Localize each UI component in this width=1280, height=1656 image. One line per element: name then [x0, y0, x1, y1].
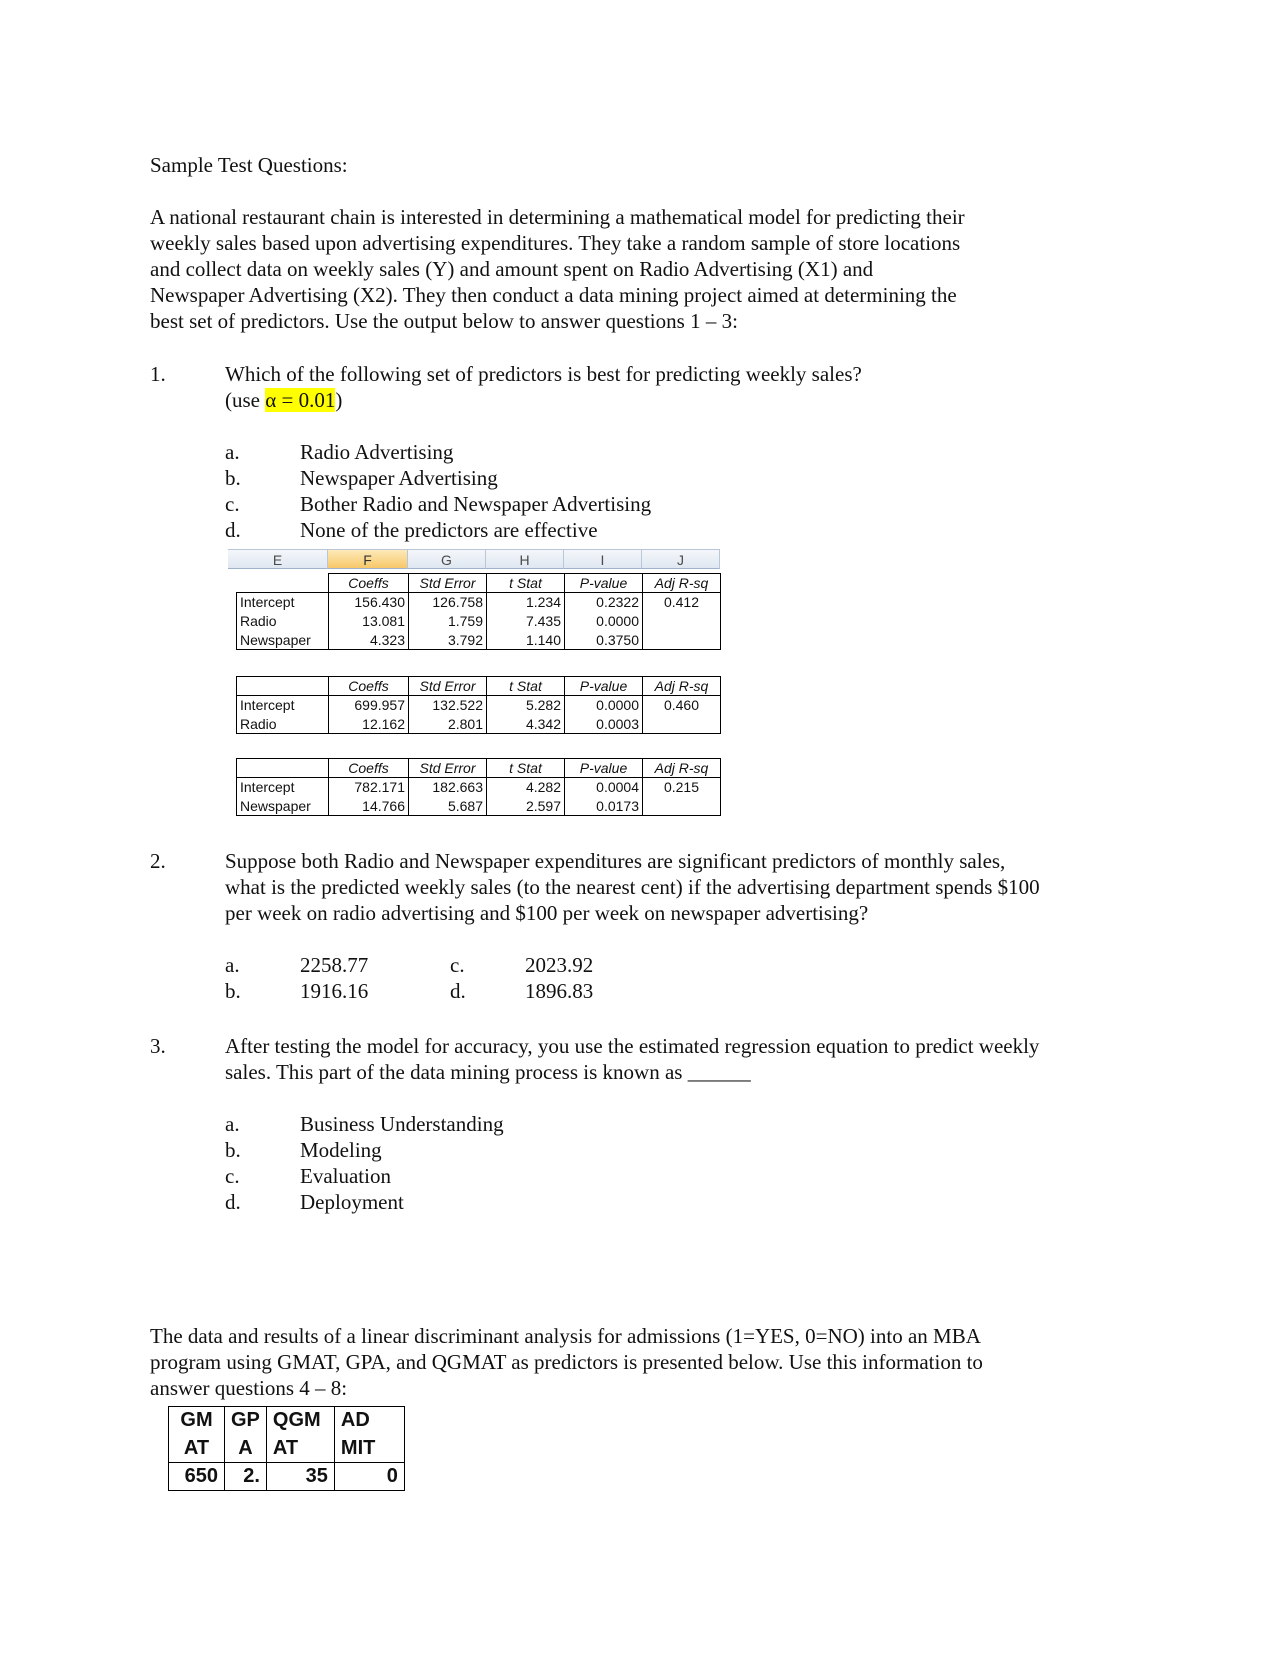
header-cell: AT	[169, 1435, 225, 1463]
cell: 4.342	[487, 715, 565, 734]
header-cell: Coeffs	[329, 677, 409, 696]
header-cell: P-value	[565, 574, 643, 593]
intro-line: weekly sales based upon advertising expenditures. They take a random sample of store locations	[150, 231, 961, 255]
header-cell: P-value	[565, 759, 643, 778]
regression-table-full	[236, 573, 721, 650]
cell: 2.	[225, 1463, 267, 1491]
table-row	[237, 696, 721, 715]
cell: 650	[169, 1463, 225, 1491]
table-header-row	[169, 1435, 405, 1463]
cell: 5.282	[487, 696, 565, 715]
table-row	[237, 778, 721, 797]
table-header-row	[237, 759, 721, 778]
lda-intro-line: The data and results of a linear discriminant analysis for admissions (1=YES, 0=NO) into an MBA	[150, 1324, 981, 1348]
header-cell	[237, 574, 329, 593]
header-cell: AT	[266, 1435, 334, 1463]
table-header-row	[237, 574, 721, 593]
intro-line: and collect data on weekly sales (Y) and amount spent on Radio Advertising (X1) and	[150, 257, 874, 281]
option-text: 1896.83	[525, 979, 594, 1003]
table-row	[237, 715, 721, 734]
question-3-text: sales. This part of the data mining process is known as ______	[225, 1060, 751, 1084]
cell: 126.758	[409, 593, 487, 612]
cell: 35	[266, 1463, 334, 1491]
question-3-text: After testing the model for accuracy, you use the estimated regression equation to predict weekly	[225, 1034, 1040, 1058]
cell: Newspaper	[237, 631, 329, 650]
table-row	[169, 1463, 405, 1491]
cell: 782.171	[329, 778, 409, 797]
cell	[643, 631, 721, 650]
option-letter: a.	[225, 953, 240, 977]
option-text: Newspaper Advertising	[300, 466, 498, 490]
cell: 1.140	[487, 631, 565, 650]
alpha-prefix: (use	[225, 388, 266, 412]
header-cell: MIT	[334, 1435, 404, 1463]
cell: 3.792	[409, 631, 487, 650]
option-letter: c.	[225, 492, 240, 516]
cell: 13.081	[329, 612, 409, 631]
option-letter: d.	[450, 979, 466, 1003]
header-cell: P-value	[565, 677, 643, 696]
option-text: Evaluation	[300, 1164, 391, 1188]
column-header-e: E	[228, 549, 328, 569]
option-text: 1916.16	[300, 979, 369, 1003]
lda-intro-line: program using GMAT, GPA, and QGMAT as predictors is presented below. Use this information to	[150, 1350, 983, 1374]
intro-line: Newspaper Advertising (X2). They then conduct a data mining project aimed at determining the	[150, 283, 957, 307]
table-row	[237, 593, 721, 612]
cell: 0.215	[643, 778, 721, 797]
question-number: 2.	[150, 849, 166, 873]
option-text: Bother Radio and Newspaper Advertising	[300, 492, 652, 516]
option-letter: a.	[225, 1112, 240, 1136]
column-header-h: H	[486, 549, 564, 569]
header-cell: Coeffs	[329, 759, 409, 778]
cell: 0.0173	[565, 797, 643, 816]
intro-line: best set of predictors. Use the output below to answer questions 1 – 3:	[150, 309, 738, 333]
cell: 5.687	[409, 797, 487, 816]
cell: Intercept	[237, 696, 329, 715]
column-header-j: J	[642, 549, 720, 569]
cell: 156.430	[329, 593, 409, 612]
lda-intro-line: answer questions 4 – 8:	[150, 1376, 348, 1400]
cell: 4.323	[329, 631, 409, 650]
header-cell: t Stat	[487, 759, 565, 778]
cell: 0	[334, 1463, 404, 1491]
option-text: None of the predictors are effective	[300, 518, 598, 542]
page-heading: Sample Test Questions:	[150, 153, 348, 177]
option-letter: d.	[225, 1190, 241, 1214]
cell: Newspaper	[237, 797, 329, 816]
option-letter: c.	[225, 1164, 240, 1188]
option-letter: b.	[225, 1138, 241, 1162]
cell: 0.0000	[565, 696, 643, 715]
cell: 0.0004	[565, 778, 643, 797]
header-cell: Adj R-sq	[643, 677, 721, 696]
table-row	[237, 612, 721, 631]
header-cell: GP	[225, 1407, 267, 1435]
cell: 0.0003	[565, 715, 643, 734]
header-cell: Std Error	[409, 574, 487, 593]
header-cell	[237, 759, 329, 778]
table-header-row	[169, 1407, 405, 1435]
header-cell: Std Error	[409, 677, 487, 696]
option-letter: d.	[225, 518, 241, 542]
cell	[643, 612, 721, 631]
table-header-row	[237, 677, 721, 696]
header-cell: Adj R-sq	[643, 574, 721, 593]
cell: 0.460	[643, 696, 721, 715]
question-2-text: Suppose both Radio and Newspaper expenditures are significant predictors of monthly sales,	[225, 849, 1006, 873]
option-letter: b.	[225, 466, 241, 490]
option-letter: c.	[450, 953, 465, 977]
table-row	[237, 631, 721, 650]
header-cell: Std Error	[409, 759, 487, 778]
cell: Intercept	[237, 778, 329, 797]
question-2-text: per week on radio advertising and $100 per week on newspaper advertising?	[225, 901, 869, 925]
cell: 182.663	[409, 778, 487, 797]
header-cell: A	[225, 1435, 267, 1463]
cell: 0.412	[643, 593, 721, 612]
option-text: Business Understanding	[300, 1112, 504, 1136]
header-cell: GM	[169, 1407, 225, 1435]
header-cell: t Stat	[487, 574, 565, 593]
cell: 7.435	[487, 612, 565, 631]
question-1-text: Which of the following set of predictors is best for predicting weekly sales?	[225, 362, 862, 386]
header-cell: QGM	[266, 1407, 334, 1435]
option-text: Radio Advertising	[300, 440, 454, 464]
option-letter: a.	[225, 440, 240, 464]
cell: 14.766	[329, 797, 409, 816]
regression-table-newspaper	[236, 758, 721, 816]
table-row	[237, 797, 721, 816]
header-cell: t Stat	[487, 677, 565, 696]
regression-table-radio	[236, 676, 721, 734]
header-cell	[237, 677, 329, 696]
intro-line: A national restaurant chain is interested in determining a mathematical model for predicting their	[150, 205, 965, 229]
header-cell: AD	[334, 1407, 404, 1435]
cell: 2.597	[487, 797, 565, 816]
cell	[643, 715, 721, 734]
question-number: 3.	[150, 1034, 166, 1058]
cell: Radio	[237, 715, 329, 734]
cell: 132.522	[409, 696, 487, 715]
admissions-data-table	[168, 1406, 405, 1491]
header-cell: Adj R-sq	[643, 759, 721, 778]
option-text: 2023.92	[525, 953, 594, 977]
header-cell: Coeffs	[329, 574, 409, 593]
cell: 12.162	[329, 715, 409, 734]
question-number: 1.	[150, 362, 166, 386]
question-1-alpha	[225, 387, 342, 414]
cell: 1.234	[487, 593, 565, 612]
cell: 1.759	[409, 612, 487, 631]
column-header-g: G	[408, 549, 486, 569]
cell: 699.957	[329, 696, 409, 715]
option-text: Deployment	[300, 1190, 404, 1214]
cell: Intercept	[237, 593, 329, 612]
alpha-suffix: )	[335, 388, 343, 412]
question-2-text: what is the predicted weekly sales (to the nearest cent) if the advertising department spends $100	[225, 875, 1040, 899]
cell: 0.0000	[565, 612, 643, 631]
cell: 2.801	[409, 715, 487, 734]
cell	[643, 797, 721, 816]
column-header-f: F	[328, 549, 408, 569]
option-text: 2258.77	[300, 953, 369, 977]
cell: Radio	[237, 612, 329, 631]
cell: 0.2322	[565, 593, 643, 612]
alpha-highlight: α = 0.01	[265, 388, 336, 412]
option-letter: b.	[225, 979, 241, 1003]
column-header-i: I	[564, 549, 642, 569]
cell: 4.282	[487, 778, 565, 797]
option-text: Modeling	[300, 1138, 382, 1162]
cell: 0.3750	[565, 631, 643, 650]
